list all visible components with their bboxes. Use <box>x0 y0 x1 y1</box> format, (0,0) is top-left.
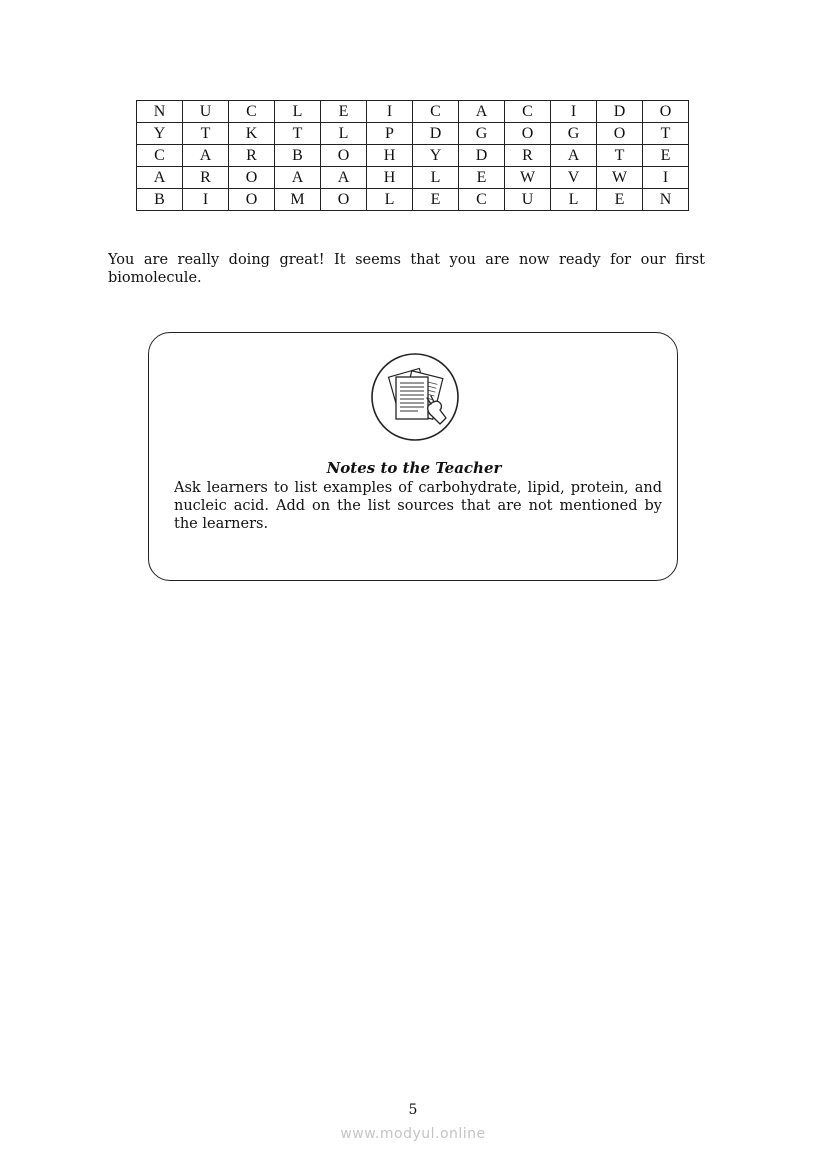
word-search-body <box>137 101 689 211</box>
grid-cell: M <box>275 189 321 211</box>
grid-cell: R <box>505 145 551 167</box>
grid-cell: A <box>275 167 321 189</box>
grid-cell: O <box>229 189 275 211</box>
grid-cell: D <box>459 145 505 167</box>
grid-cell: N <box>643 189 689 211</box>
grid-row <box>137 101 689 123</box>
teacher-note-title: Notes to the Teacher <box>326 459 502 477</box>
papers-hand-icon <box>370 352 460 442</box>
grid-cell: L <box>413 167 459 189</box>
grid-cell: C <box>505 101 551 123</box>
grid-cell: A <box>459 101 505 123</box>
grid-cell: O <box>505 123 551 145</box>
grid-cell: T <box>597 145 643 167</box>
grid-cell: D <box>597 101 643 123</box>
grid-cell: R <box>183 167 229 189</box>
grid-cell: A <box>551 145 597 167</box>
grid-cell: O <box>229 167 275 189</box>
grid-cell: L <box>367 189 413 211</box>
grid-cell: W <box>597 167 643 189</box>
grid-cell: C <box>137 145 183 167</box>
grid-cell: A <box>137 167 183 189</box>
grid-cell: B <box>137 189 183 211</box>
grid-row <box>137 189 689 211</box>
grid-cell: I <box>183 189 229 211</box>
grid-cell: B <box>275 145 321 167</box>
grid-cell: I <box>551 101 597 123</box>
grid-cell: Y <box>137 123 183 145</box>
grid-cell: T <box>275 123 321 145</box>
grid-cell: E <box>597 189 643 211</box>
grid-cell: G <box>459 123 505 145</box>
grid-cell: O <box>597 123 643 145</box>
grid-cell: E <box>459 167 505 189</box>
grid-cell: U <box>505 189 551 211</box>
grid-cell: N <box>137 101 183 123</box>
grid-cell: E <box>321 101 367 123</box>
grid-cell: L <box>551 189 597 211</box>
intro-paragraph: You are really doing great! It seems that you are now ready for our first biomolecule. <box>108 252 705 286</box>
grid-cell: D <box>413 123 459 145</box>
grid-cell: W <box>505 167 551 189</box>
grid-cell: E <box>413 189 459 211</box>
grid-cell: L <box>321 123 367 145</box>
grid-cell: Y <box>413 145 459 167</box>
grid-cell: E <box>643 145 689 167</box>
grid-cell: V <box>551 167 597 189</box>
grid-cell: A <box>183 145 229 167</box>
teacher-note-box <box>148 332 678 581</box>
grid-cell: C <box>229 101 275 123</box>
grid-cell: H <box>367 145 413 167</box>
grid-cell: T <box>643 123 689 145</box>
grid-cell: A <box>321 167 367 189</box>
grid-cell: L <box>275 101 321 123</box>
watermark: www.modyul.online <box>340 1126 486 1142</box>
word-search-grid <box>136 100 689 211</box>
grid-cell: O <box>643 101 689 123</box>
grid-cell: C <box>413 101 459 123</box>
grid-cell: K <box>229 123 275 145</box>
teacher-note-body: Ask learners to list examples of carbohydrate, lipid, protein, and nucleic acid. Add on the list sources that are not mentioned by the learners. <box>174 480 662 532</box>
grid-cell: P <box>367 123 413 145</box>
grid-cell: O <box>321 145 367 167</box>
grid-cell: C <box>459 189 505 211</box>
grid-cell: I <box>367 101 413 123</box>
grid-cell: T <box>183 123 229 145</box>
grid-cell: I <box>643 167 689 189</box>
grid-cell: R <box>229 145 275 167</box>
grid-cell: H <box>367 167 413 189</box>
grid-row <box>137 145 689 167</box>
page-number: 5 <box>408 1102 418 1118</box>
grid-cell: G <box>551 123 597 145</box>
grid-row <box>137 167 689 189</box>
grid-row <box>137 123 689 145</box>
grid-cell: U <box>183 101 229 123</box>
grid-cell: O <box>321 189 367 211</box>
